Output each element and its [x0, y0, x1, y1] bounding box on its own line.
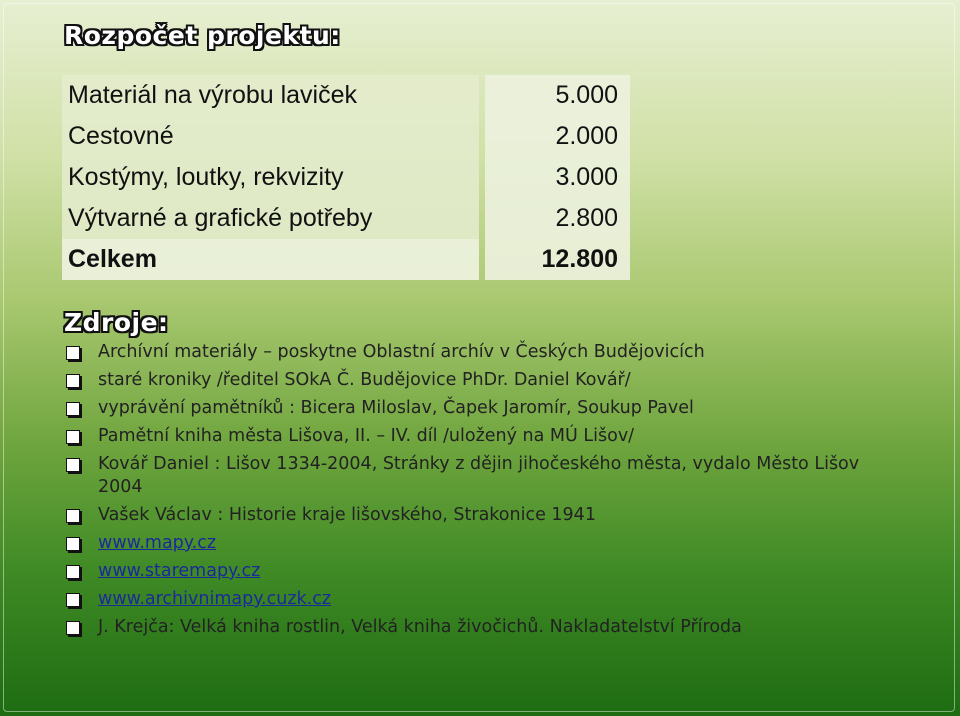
budget-row-value: 2.800: [485, 198, 630, 239]
source-item: [66, 369, 896, 392]
source-text: Kovář Daniel : Lišov 1334-2004, Stránky z dějin jihočeského města, vydalo Město Lišov 2004: [98, 454, 860, 497]
budget-row-value: 3.000: [485, 157, 630, 198]
checkbox-bullet-icon: [66, 346, 80, 360]
budget-row-label: Kostýmy, loutky, rekvizity: [62, 157, 479, 198]
source-text: Vašek Václav : Historie kraje lišovského, Strakonice 1941: [98, 505, 596, 525]
budget-row: [62, 116, 630, 157]
source-text: Archívní materiály – poskytne Oblastní archív v Českých Budějovicích: [98, 342, 705, 362]
budget-table: [62, 75, 630, 280]
source-text: J. Krejča: Velká kniha rostlin, Velká kniha živočichů. Nakladatelství Příroda: [98, 617, 742, 637]
source-item: [66, 397, 896, 420]
source-item: [66, 504, 896, 527]
budget-row-label: Cestovné: [62, 116, 479, 157]
checkbox-bullet-icon: [66, 509, 80, 523]
budget-total-value: 12.800: [485, 239, 630, 280]
budget-row: [62, 198, 630, 239]
source-link-mapy[interactable]: www.mapy.cz: [98, 533, 217, 553]
source-item: [66, 532, 896, 555]
source-link-staremapy[interactable]: www.staremapy.cz: [98, 561, 261, 581]
checkbox-bullet-icon: [66, 430, 80, 444]
source-link-archivnimapy[interactable]: www.archivnimapy.cuzk.cz: [98, 589, 332, 609]
checkbox-bullet-icon: [66, 458, 80, 472]
budget-row-value: 5.000: [485, 75, 630, 116]
source-item: [66, 588, 896, 611]
budget-total-label: Celkem: [62, 239, 479, 280]
budget-heading: Rozpočet projektu:: [64, 21, 341, 50]
checkbox-bullet-icon: [66, 402, 80, 416]
checkbox-bullet-icon: [66, 621, 80, 635]
checkbox-bullet-icon: [66, 565, 80, 579]
source-text: Pamětní kniha města Lišova, II. – IV. díl /uložený na MÚ Lišov/: [98, 426, 635, 446]
sources-heading: Zdroje:: [64, 308, 169, 337]
source-item: [66, 453, 896, 499]
checkbox-bullet-icon: [66, 374, 80, 388]
budget-row-value: 2.000: [485, 116, 630, 157]
budget-row-label: Materiál na výrobu laviček: [62, 75, 479, 116]
budget-row: [62, 157, 630, 198]
budget-row-label: Výtvarné a grafické potřeby: [62, 198, 479, 239]
source-item: [66, 560, 896, 583]
source-item: [66, 425, 896, 448]
sources-list: [66, 341, 896, 644]
source-text: staré kroniky /ředitel SOkA Č. Budějovice PhDr. Daniel Kovář/: [98, 370, 631, 390]
checkbox-bullet-icon: [66, 537, 80, 551]
checkbox-bullet-icon: [66, 593, 80, 607]
source-item: [66, 616, 896, 639]
budget-row: [62, 75, 630, 116]
budget-total-row: [62, 239, 630, 280]
source-text: vyprávění pamětníků : Bicera Miloslav, Čapek Jaromír, Soukup Pavel: [98, 398, 694, 418]
source-item: [66, 341, 896, 364]
